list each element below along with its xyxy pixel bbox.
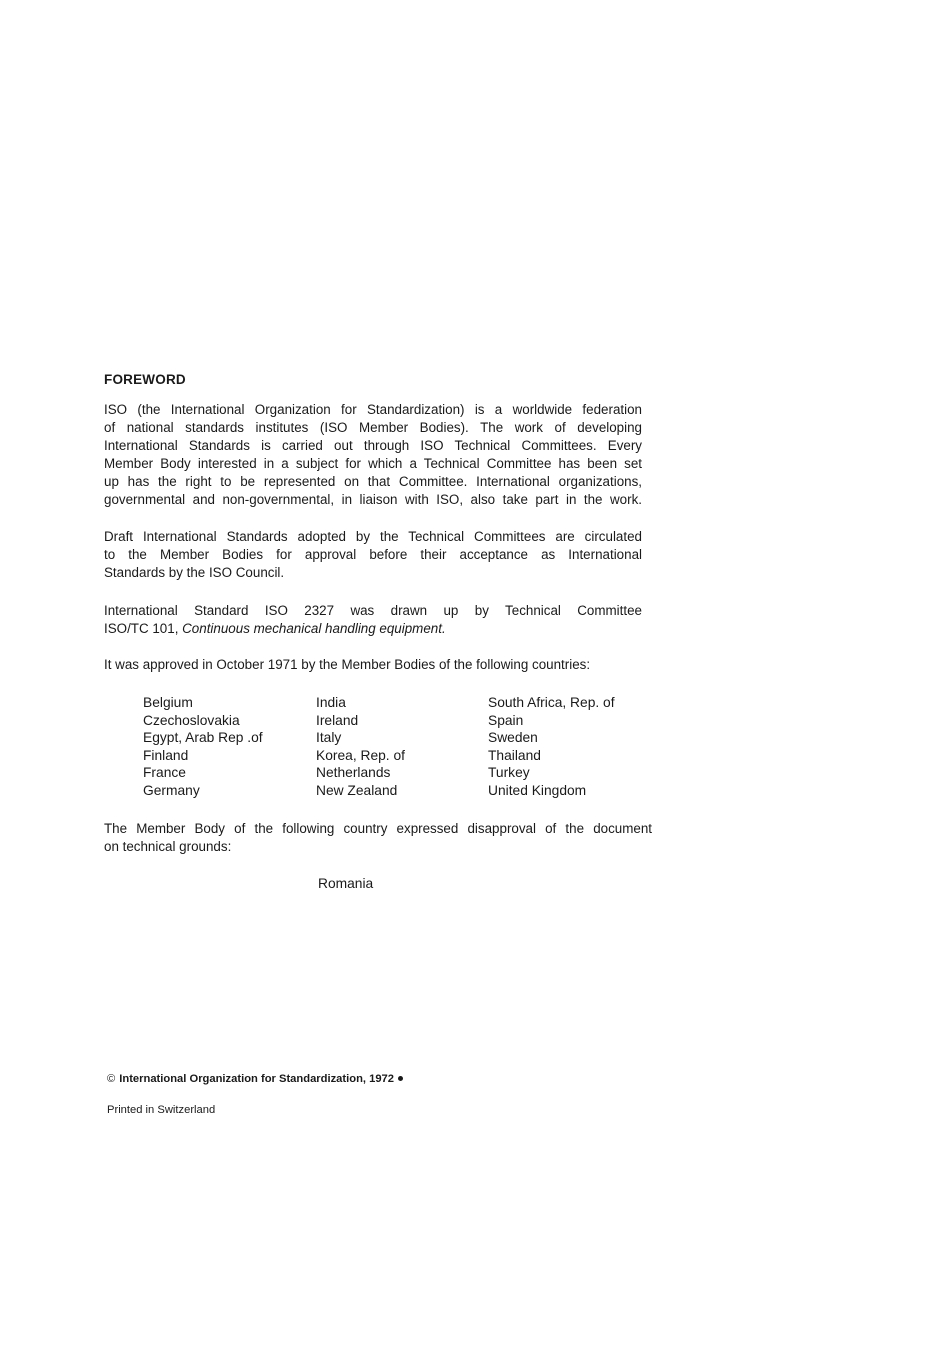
paragraph-line: Member Body interested in a subject for which a Technical Committee has been set: [104, 456, 642, 472]
paragraph-line: [104, 620, 642, 638]
country-name: New Zealand: [316, 782, 398, 798]
country-name: United Kingdom: [488, 782, 587, 798]
paragraph-line: International Standards is carried out through ISO Technical Committees. Every: [104, 438, 642, 454]
country-name: Netherlands: [316, 765, 391, 781]
foreword-paragraph-standard-origin: [104, 602, 642, 638]
countries-column-2: [316, 694, 405, 800]
bullet-dot-icon: [398, 1076, 403, 1081]
countries-column-1: [143, 694, 263, 800]
paragraph-line: up has the right to be represented on that Committee. International organizations,: [104, 474, 642, 490]
paragraph-line: Draft International Standards adopted by the Technical Committees are circulated: [104, 529, 642, 544]
paragraph-line: ISO (the International Organization for Standardization) is a worldwide federation: [104, 402, 642, 417]
country-name: South Africa, Rep. of: [488, 695, 615, 710]
foreword-heading: FOREWORD: [104, 372, 186, 387]
country-name: Korea, Rep. of: [316, 747, 405, 763]
copyright-text: International Organization for Standardization, 1972: [119, 1073, 395, 1085]
countries-column-3: [488, 694, 615, 800]
foreword-paragraph-approval: [104, 656, 664, 674]
country-name: Sweden: [488, 730, 538, 746]
copyright-notice: [107, 1073, 403, 1085]
copyright-icon: ©: [107, 1073, 116, 1085]
paragraph-line: International Standard ISO 2327 was drawn up by Technical Committee: [104, 603, 642, 618]
country-name: Thailand: [488, 747, 541, 763]
country-name: Czechoslovakia: [143, 712, 240, 728]
foreword-paragraph-disapproval: [104, 820, 652, 856]
country-name: Egypt, Arab Rep .of: [143, 730, 263, 746]
paragraph-line: The Member Body of the following country expressed disapproval of the document: [104, 821, 652, 836]
committee-id: ISO/TC 101,: [104, 621, 183, 637]
paragraph-line: governmental and non-governmental, in liaison with ISO, also take part in the work.: [104, 492, 642, 508]
paragraph-line: of national standards institutes (ISO Member Bodies). The work of developing: [104, 420, 642, 436]
country-name: Turkey: [488, 765, 530, 781]
paragraph-line: on technical grounds:: [104, 839, 232, 855]
country-name: Germany: [143, 782, 200, 798]
paragraph-line: to the Member Bodies for approval before their acceptance as International: [104, 547, 642, 563]
disapproving-country: Romania: [318, 876, 374, 891]
country-name: Belgium: [143, 695, 193, 710]
country-name: Italy: [316, 730, 342, 746]
country-name: France: [143, 765, 186, 781]
foreword-paragraph-draft-standards: [104, 528, 642, 582]
paragraph-line: Standards by the ISO Council.: [104, 565, 285, 581]
foreword-paragraph-iso-intro: [104, 401, 642, 510]
printed-location: Printed in Switzerland: [107, 1104, 216, 1116]
country-name: Ireland: [316, 712, 359, 728]
country-name: Finland: [143, 747, 189, 763]
committee-title: Continuous mechanical handling equipment.: [182, 621, 446, 637]
country-name: Spain: [488, 712, 524, 728]
country-name: India: [316, 695, 346, 710]
paragraph-line: It was approved in October 1971 by the Member Bodies of the following countries:: [104, 657, 591, 672]
